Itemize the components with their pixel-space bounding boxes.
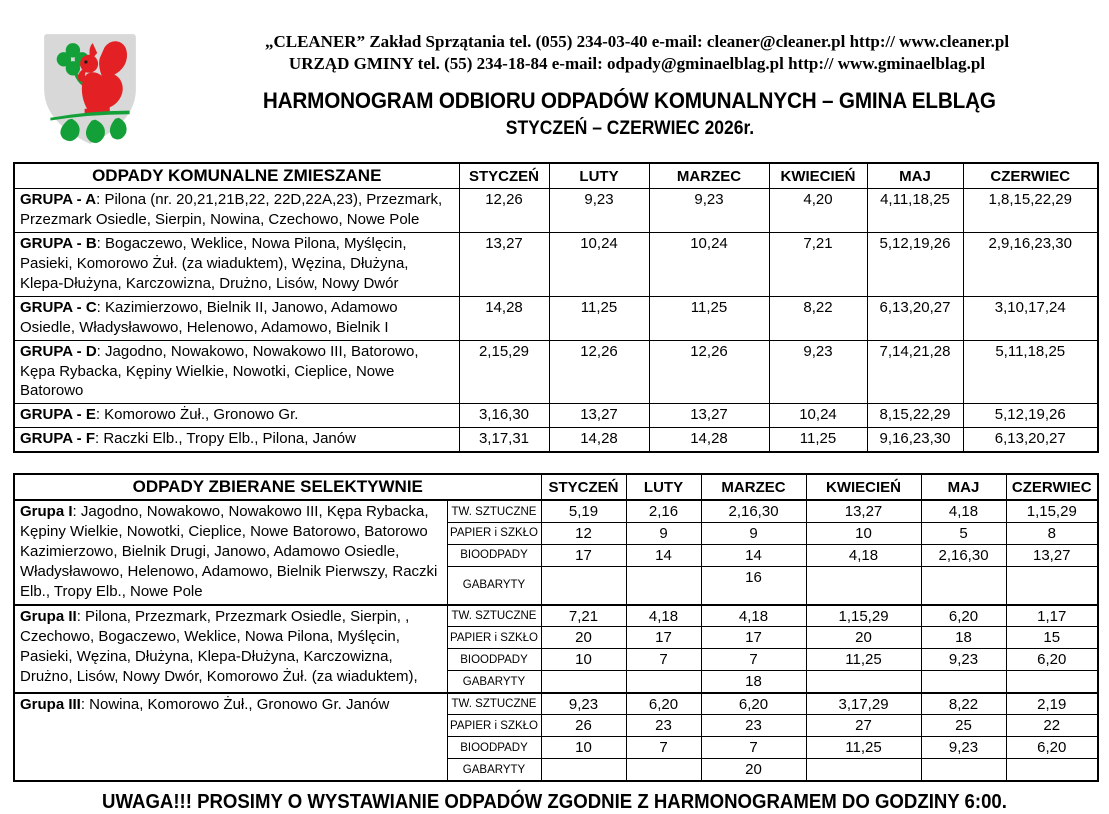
pickup-dates	[626, 671, 701, 693]
month-header-maj: MAJ	[921, 474, 1006, 500]
grupa-1-tw-sztuczne-row	[14, 500, 1098, 522]
group-areas: : Jagodno, Nowakowo, Nowakowo III, Batorowo, Kępa Rybacka, Kępiny Wielkie, Nowotki, Cieplice, Nowe Batorowo	[20, 342, 419, 400]
pickup-dates: 23	[701, 715, 806, 737]
pickup-dates: 10,24	[769, 404, 867, 428]
pickup-dates	[806, 671, 921, 693]
pickup-dates: 1,8,15,22,29	[963, 189, 1098, 233]
group-label: GRUPA - A	[20, 191, 97, 208]
group-areas: : Kazimierzowo, Bielnik II, Janowo, Adamowo Osiedle, Władysławowo, Helenowo, Adamowo, Bielnik I	[20, 298, 398, 336]
pickup-dates: 13,27	[806, 500, 921, 522]
pickup-dates: 3,16,30	[459, 404, 549, 428]
pickup-dates: 22	[1006, 715, 1098, 737]
mixed-waste-schedule-table	[13, 162, 1099, 453]
squirrel-eye	[84, 60, 87, 63]
group-label: Grupa III	[20, 695, 81, 713]
pickup-dates: 4,18	[701, 605, 806, 627]
pickup-dates: 13,27	[1006, 544, 1098, 566]
pickup-dates: 18	[921, 627, 1006, 649]
pickup-dates: 7	[701, 737, 806, 759]
pickup-dates: 7	[701, 649, 806, 671]
pickup-dates: 4,18	[921, 500, 1006, 522]
pickup-dates	[541, 671, 626, 693]
pickup-dates: 6,20	[626, 693, 701, 715]
pickup-dates: 20	[806, 627, 921, 649]
table1-title: ODPADY KOMUNALNE ZMIESZANE	[14, 163, 459, 189]
group-description	[14, 605, 447, 693]
pickup-dates: 4,18	[806, 544, 921, 566]
pickup-dates: 13,27	[459, 232, 549, 296]
group-label: GRUPA - F	[20, 430, 95, 448]
table-row-grupa-b	[14, 232, 1098, 296]
pickup-dates: 9,23	[921, 649, 1006, 671]
pickup-dates: 2,16,30	[921, 544, 1006, 566]
pickup-dates: 10	[541, 649, 626, 671]
pickup-dates: 7,21	[541, 605, 626, 627]
pickup-dates: 10,24	[549, 232, 649, 296]
footer-notice-text: UWAGA!!! PROSIMY O WYSTAWIANIE ODPADÓW ZGODNIE Z HARMONOGRAMEM DO GODZINY 6:00.	[102, 790, 1007, 813]
pickup-dates: 8	[1006, 522, 1098, 544]
pickup-dates: 7	[626, 649, 701, 671]
group-label: GRUPA - B	[20, 234, 97, 252]
contact-info	[165, 0, 1109, 75]
month-header-czerwiec: CZERWIEC	[963, 163, 1098, 189]
squirrel-crest-icon	[36, 27, 144, 151]
month-header-marzec: MARZEC	[701, 474, 806, 500]
group-description	[14, 340, 459, 404]
group-areas: : Pilona (nr. 20,21,21B,22, 22D,22A,23), Przezmark, Przezmark Osiedle, Sierpin, Nowina, Czechowo, Nowe Pole	[20, 191, 443, 228]
pickup-dates: 1,15,29	[806, 605, 921, 627]
group-areas: : Komorowo Żuł., Gronowo Gr.	[95, 406, 299, 424]
pickup-dates: 9,16,23,30	[867, 428, 963, 452]
group-description	[14, 693, 447, 781]
pickup-dates	[541, 759, 626, 781]
pickup-dates: 8,15,22,29	[867, 404, 963, 428]
waste-type-label: BIOODPADY	[447, 737, 541, 759]
pickup-dates: 9,23	[541, 693, 626, 715]
pickup-dates: 2,16,30	[701, 500, 806, 522]
table-row-grupa-f	[14, 428, 1098, 452]
group-label: Grupa II	[20, 607, 77, 625]
gmina-elblag-coat-of-arms-logo	[36, 27, 144, 151]
waste-type-label: TW. SZTUCZNE	[447, 605, 541, 627]
pickup-dates: 26	[541, 715, 626, 737]
page-title: HARMONOGRAM ODBIORU ODPADÓW KOMUNALNYCH – GMINA ELBLĄG	[263, 88, 996, 114]
pickup-dates: 9,23	[649, 189, 769, 233]
pickup-dates: 14	[701, 544, 806, 566]
pickup-dates: 9,23	[921, 737, 1006, 759]
pickup-dates: 5,12,19,26	[963, 404, 1098, 428]
group-label: Grupa I	[20, 503, 73, 521]
pickup-dates	[1006, 566, 1098, 605]
group-description	[14, 296, 459, 340]
pickup-dates: 18	[701, 671, 806, 693]
waste-type-label: PAPIER i SZKŁO	[447, 627, 541, 649]
waste-type-label: GABARYTY	[447, 566, 541, 605]
pickup-dates: 14,28	[649, 428, 769, 452]
page-subtitle: STYCZEŃ – CZERWIEC 2026r.	[505, 117, 754, 139]
pickup-dates: 7,21	[769, 232, 867, 296]
pickup-dates: 11,25	[549, 296, 649, 340]
group-description	[14, 404, 459, 428]
pickup-dates: 5	[921, 522, 1006, 544]
contact-line-urzad-gminy: URZĄD GMINY tel. (55) 234-18-84 e-mail: odpady@gminaelblag.pl http:// www.gminaelblag.pl	[288, 54, 986, 74]
group-label: GRUPA - E	[20, 406, 96, 424]
pickup-dates: 13,27	[649, 404, 769, 428]
pickup-dates: 2,16	[626, 500, 701, 522]
pickup-dates: 20	[701, 759, 806, 781]
pickup-dates: 2,19	[1006, 693, 1098, 715]
pickup-dates: 14	[626, 544, 701, 566]
pickup-dates	[806, 759, 921, 781]
document-header	[0, 0, 1109, 156]
pickup-dates	[541, 566, 626, 605]
pickup-dates: 6,20	[1006, 737, 1098, 759]
title-block	[150, 75, 1109, 140]
pickup-dates	[921, 566, 1006, 605]
pickup-dates: 6,13,20,27	[963, 428, 1098, 452]
pickup-dates: 2,15,29	[459, 340, 549, 404]
pickup-dates: 16	[701, 566, 806, 605]
pickup-dates	[921, 671, 1006, 693]
waste-type-label: PAPIER i SZKŁO	[447, 522, 541, 544]
pickup-dates	[1006, 759, 1098, 781]
pickup-dates	[1006, 671, 1098, 693]
pickup-dates: 1,15,29	[1006, 500, 1098, 522]
pickup-dates: 9,23	[769, 340, 867, 404]
pickup-dates: 9	[626, 522, 701, 544]
waste-type-label: GABARYTY	[447, 759, 541, 781]
month-header-kwiecien: KWIECIEŃ	[769, 163, 867, 189]
table2-title: ODPADY ZBIERANE SELEKTYWNIE	[14, 474, 541, 500]
waste-type-label: BIOODPADY	[447, 544, 541, 566]
grupa-3-tw-sztuczne-row	[14, 693, 1098, 715]
pickup-dates: 12,26	[459, 189, 549, 233]
pickup-dates: 12	[541, 522, 626, 544]
pickup-dates: 12,26	[549, 340, 649, 404]
pickup-dates: 25	[921, 715, 1006, 737]
pickup-dates: 3,17,29	[806, 693, 921, 715]
waste-type-label: GABARYTY	[447, 671, 541, 693]
month-header-marzec: MARZEC	[649, 163, 769, 189]
group-areas: : Bogaczewo, Weklice, Nowa Pilona, Myślęcin, Pasieki, Komorowo Żuł. (za wiaduktem), Węzina, Dłużyna, Klepa-Dłużyna, Karczowizna, Drużno, Lisów, Nowy Dwór	[20, 234, 409, 292]
pickup-dates: 8,22	[921, 693, 1006, 715]
table1-header-row	[14, 163, 1098, 189]
table-row-grupa-d	[14, 340, 1098, 404]
pickup-dates: 23	[626, 715, 701, 737]
group-label: GRUPA - D	[20, 342, 97, 360]
pickup-dates: 11,25	[649, 296, 769, 340]
pickup-dates: 4,11,18,25	[867, 189, 963, 233]
pickup-dates: 14,28	[549, 428, 649, 452]
pickup-dates: 5,12,19,26	[867, 232, 963, 296]
waste-type-label: TW. SZTUCZNE	[447, 693, 541, 715]
pickup-dates: 10,24	[649, 232, 769, 296]
pickup-dates: 17	[701, 627, 806, 649]
pickup-dates: 7	[626, 737, 701, 759]
table-row-grupa-e	[14, 404, 1098, 428]
group-description	[14, 500, 447, 605]
pickup-dates: 13,27	[549, 404, 649, 428]
pickup-dates: 10	[806, 522, 921, 544]
pickup-dates: 8,22	[769, 296, 867, 340]
month-header-styczen: STYCZEŃ	[459, 163, 549, 189]
group-label: GRUPA - C	[20, 298, 97, 316]
table-row-grupa-c	[14, 296, 1098, 340]
pickup-dates: 1,17	[1006, 605, 1098, 627]
pickup-dates: 2,9,16,23,30	[963, 232, 1098, 296]
pickup-dates: 20	[541, 627, 626, 649]
pickup-dates: 7,14,21,28	[867, 340, 963, 404]
pickup-dates: 9	[701, 522, 806, 544]
month-header-kwiecien: KWIECIEŃ	[806, 474, 921, 500]
pickup-dates: 11,25	[806, 649, 921, 671]
waste-type-label: TW. SZTUCZNE	[447, 500, 541, 522]
waste-type-label: PAPIER i SZKŁO	[447, 715, 541, 737]
pickup-dates: 3,17,31	[459, 428, 549, 452]
month-header-luty: LUTY	[549, 163, 649, 189]
pickup-dates: 10	[541, 737, 626, 759]
month-header-styczen: STYCZEŃ	[541, 474, 626, 500]
selective-waste-schedule-table	[13, 473, 1099, 782]
pickup-dates: 12,26	[649, 340, 769, 404]
pickup-dates: 27	[806, 715, 921, 737]
group-areas: : Raczki Elb., Tropy Elb., Pilona, Janów	[95, 430, 356, 448]
group-areas: : Nowina, Komorowo Żuł., Gronowo Gr. Janów	[80, 695, 390, 713]
pickup-dates	[806, 566, 921, 605]
group-description	[14, 232, 459, 296]
pickup-dates: 5,11,18,25	[963, 340, 1098, 404]
pickup-dates	[921, 759, 1006, 781]
pickup-dates: 11,25	[806, 737, 921, 759]
pickup-dates	[626, 759, 701, 781]
footer-notice	[0, 791, 1109, 814]
month-header-luty: LUTY	[626, 474, 701, 500]
pickup-dates: 14,28	[459, 296, 549, 340]
pickup-dates	[626, 566, 701, 605]
table2-header-row	[14, 474, 1098, 500]
pickup-dates: 11,25	[769, 428, 867, 452]
pickup-dates: 3,10,17,24	[963, 296, 1098, 340]
pickup-dates: 9,23	[549, 189, 649, 233]
pickup-dates: 6,20	[1006, 649, 1098, 671]
pickup-dates: 5,19	[541, 500, 626, 522]
pickup-dates: 6,20	[921, 605, 1006, 627]
group-areas: : Pilona, Przezmark, Przezmark Osiedle, Sierpin, , Czechowo, Bogaczewo, Weklice, Nowa Pilona, Myślęcin, Pasieki, Węzina, Dłużyna, Klepa-Dłużyna, Karczowizna, Drużno, Lisów, Nowy Dwór, Komorowo Żuł. (za wiaduktem),	[20, 607, 418, 685]
pickup-dates: 6,13,20,27	[867, 296, 963, 340]
grupa-2-tw-sztuczne-row	[14, 605, 1098, 627]
group-areas: : Jagodno, Nowakowo, Nowakowo III, Kępa Rybacka, Kępiny Wielkie, Nowotki, Cieplice, Nowe Batorowo, Batorowo Kazimierzowo, Bielnik Drugi, Janowo, Adamowo Osiedle, Władysławowo, Helenowo, Adamowo, Bielnik Pierwszy, Raczki Elb., Tropy Elb., Nowe Pole	[20, 503, 438, 600]
group-description	[14, 428, 459, 452]
pickup-dates: 6,20	[701, 693, 806, 715]
group-description	[14, 189, 459, 233]
month-header-maj: MAJ	[867, 163, 963, 189]
table-row-grupa-a	[14, 189, 1098, 233]
month-header-czerwiec: CZERWIEC	[1006, 474, 1098, 500]
pickup-dates: 4,18	[626, 605, 701, 627]
contact-line-cleaner: „CLEANER” Zakład Sprzątania tel. (055) 234-03-40 e-mail: cleaner@cleaner.pl http:// www.cleaner.pl	[264, 32, 1010, 51]
waste-type-label: BIOODPADY	[447, 649, 541, 671]
pickup-dates: 15	[1006, 627, 1098, 649]
pickup-dates: 4,20	[769, 189, 867, 233]
pickup-dates: 17	[541, 544, 626, 566]
pickup-dates: 17	[626, 627, 701, 649]
